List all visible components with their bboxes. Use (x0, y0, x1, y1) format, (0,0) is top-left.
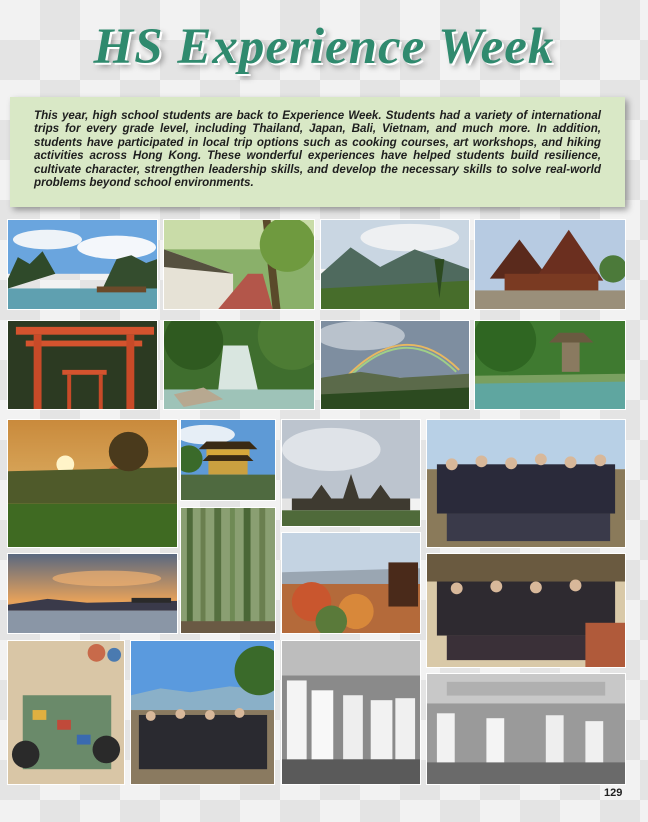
photo-bamboo-forest (180, 507, 276, 634)
photo-golden-pavilion (180, 419, 276, 501)
photo-art-workshop (7, 640, 125, 785)
photo-cooking-class (426, 673, 626, 785)
photo-mountain-valley (320, 219, 470, 310)
photo-torii-gates (7, 320, 158, 410)
intro-paragraph: This year, high school students are back to Experience Week. Students had a variety of international trips for every grade level, including Thailand, Japan, Bali, Vietnam, and much more. In addition, students have participated in local trip options such as cooking courses, art workshops, and hiking activities across Hong Kong. These wonderful experiences have helped students build resilience, cultivate character, strengthen leadership skills, and develop the necessary skills to solve real-world problems beyond school environments. (10, 97, 625, 207)
page-title: HS Experience Week (93, 19, 555, 75)
photo-angkor-wat (281, 419, 421, 527)
photo-autumn-temple (281, 532, 421, 634)
photo-thai-temple (474, 219, 626, 310)
photo-garden-pond-lantern (474, 320, 626, 410)
page-number: 129 (604, 787, 623, 799)
photo-sunset-tea-field (7, 419, 178, 548)
photo-stone-wall-path (163, 219, 315, 310)
photo-rainbow-landscape (320, 320, 470, 410)
photo-hong-kong-hike (130, 640, 275, 785)
photo-sunset-pier (7, 553, 178, 634)
photo-chefs-kitchen (281, 640, 421, 785)
photo-waterfall (163, 320, 315, 410)
photo-group-hiking (426, 419, 626, 548)
photo-lake-karst-mountains (7, 219, 158, 310)
photo-group-restaurant (426, 553, 626, 668)
